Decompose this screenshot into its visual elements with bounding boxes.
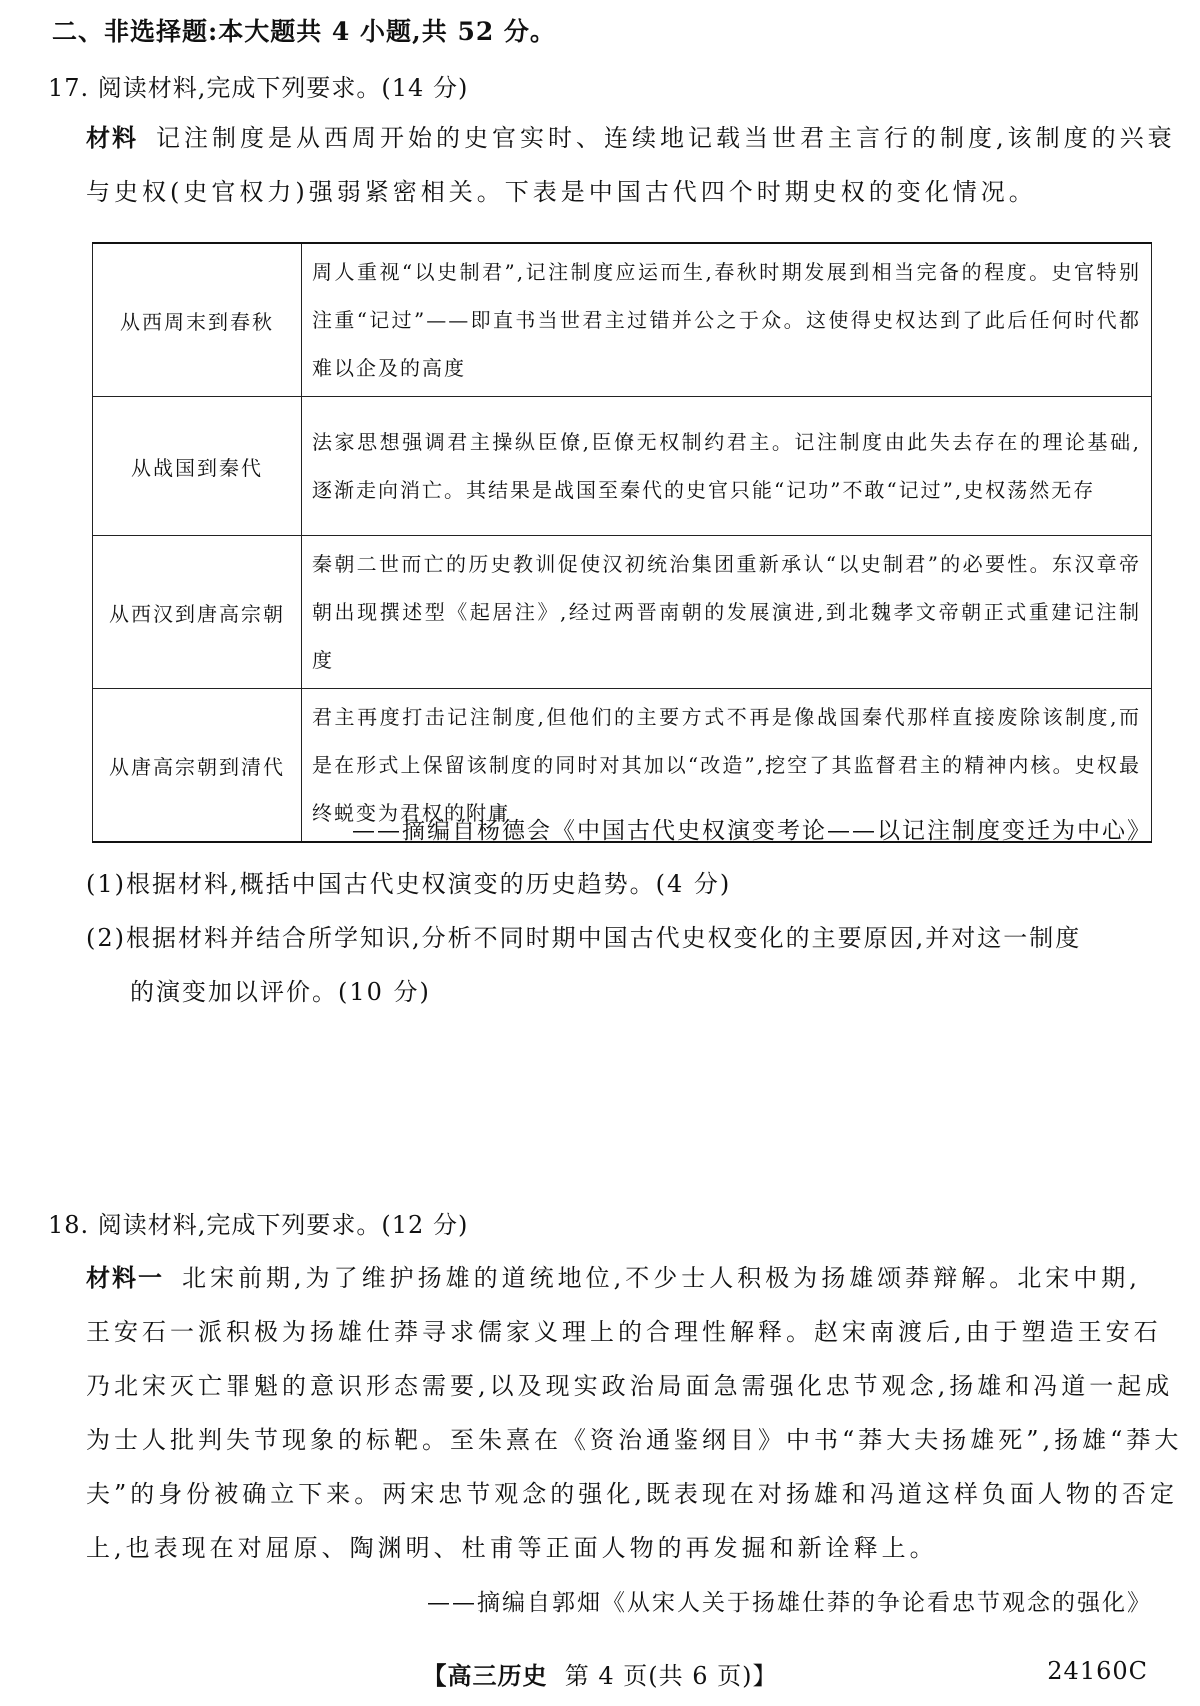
footer-subject: 【高三历史 — [422, 1661, 548, 1690]
history-table — [92, 242, 1152, 843]
exam-code: 24160C — [1047, 1657, 1148, 1685]
table-period-cell: 从西周末到春秋 — [93, 243, 302, 397]
q17-subquestion-1: (1)根据材料,概括中国古代史权演变的历史趋势。(4 分) — [86, 870, 732, 898]
page-footer — [0, 1656, 1200, 1691]
q17-subquestion-2-line-2: 的演变加以评价。(10 分) — [130, 978, 431, 1006]
table-period-cell: 从西汉到唐高宗朝 — [93, 536, 302, 689]
table-row — [93, 243, 1152, 397]
q17-material-line-2: 与史权(史官权力)强弱紧密相关。下表是中国古代四个时期史权的变化情况。 — [86, 178, 1037, 206]
q17-material-text-1: 记注制度是从西周开始的史官实时、连续地记载当世君主言行的制度,该制度的兴衰 — [156, 124, 1176, 152]
q18-material-text-1: 北宋前期,为了维护扬雄的道统地位,不少士人积极为扬雄颂莽辩解。北宋中期, — [182, 1264, 1141, 1292]
q18-material-line-1 — [86, 1258, 1141, 1293]
table-period-cell: 从唐高宗朝到清代 — [93, 689, 302, 843]
q18-material-label: 材料一 — [86, 1263, 164, 1292]
table-row — [93, 397, 1152, 536]
table-row — [93, 536, 1152, 689]
q18-material-line-6: 上,也表现在对屈原、陶渊明、杜甫等正面人物的再发掘和新诠释上。 — [86, 1534, 938, 1562]
question-17-title: 17. 阅读材料,完成下列要求。(14 分) — [48, 74, 469, 102]
table-desc-cell: 君主再度打击记注制度,但他们的主要方式不再是像战国秦代那样直接废除该制度,而是在形式上保留该制度的同时对其加以“改造”,挖空了其监督君主的精神内核。史权最终蜕变为君权的附庸 — [302, 689, 1152, 843]
q18-material-line-2: 王安石一派积极为扬雄仕莽寻求儒家义理上的合理性解释。赵宋南渡后,由于塑造王安石 — [86, 1318, 1162, 1346]
question-18-title: 18. 阅读材料,完成下列要求。(12 分) — [48, 1211, 469, 1239]
q17-material-label: 材料 — [86, 123, 138, 152]
q18-source: ——摘编自郭畑《从宋人关于扬雄仕莽的争论看忠节观念的强化》 — [427, 1590, 1152, 1616]
footer-page-number: 第 4 页(共 6 页)】 — [564, 1662, 778, 1690]
q18-material-line-3: 乃北宋灭亡罪魁的意识形态需要,以及现实政治局面急需强化忠节观念,扬雄和冯道一起成 — [86, 1372, 1174, 1400]
table-desc-cell: 法家思想强调君主操纵臣僚,臣僚无权制约君主。记注制度由此失去存在的理论基础,逐渐走向消亡。其结果是战国至秦代的史官只能“记功”不敢“记过”,史权荡然无存 — [302, 397, 1152, 536]
q18-material-line-5: 夫”的身份被确立下来。两宋忠节观念的强化,既表现在对扬雄和冯道这样负面人物的否定 — [86, 1480, 1178, 1508]
table-desc-cell: 秦朝二世而亡的历史教训促使汉初统治集团重新承认“以史制君”的必要性。东汉章帝朝出现撰述型《起居注》,经过两晋南朝的发展演进,到北魏孝文帝朝正式重建记注制度 — [302, 536, 1152, 689]
q18-material-line-4: 为士人批判失节现象的标靶。至朱熹在《资治通鉴纲目》中书“莽大夫扬雄死”,扬雄“莽大 — [86, 1426, 1183, 1454]
table-period-cell: 从战国到秦代 — [93, 397, 302, 536]
q17-material-line-1 — [86, 118, 1176, 153]
section-header: 二、非选择题:本大题共 4 小题,共 52 分。 — [52, 17, 556, 46]
q17-subquestion-2-line-1: (2)根据材料并结合所学知识,分析不同时期中国古代史权变化的主要原因,并对这一制度 — [86, 924, 1082, 952]
q17-source: ——摘编自杨德会《中国古代史权演变考论——以记注制度变迁为中心》 — [352, 818, 1152, 844]
table-desc-cell: 周人重视“以史制君”,记注制度应运而生,春秋时期发展到相当完备的程度。史官特别注重“记过”——即直书当世君主过错并公之于众。这使得史权达到了此后任何时代都难以企及的高度 — [302, 243, 1152, 397]
